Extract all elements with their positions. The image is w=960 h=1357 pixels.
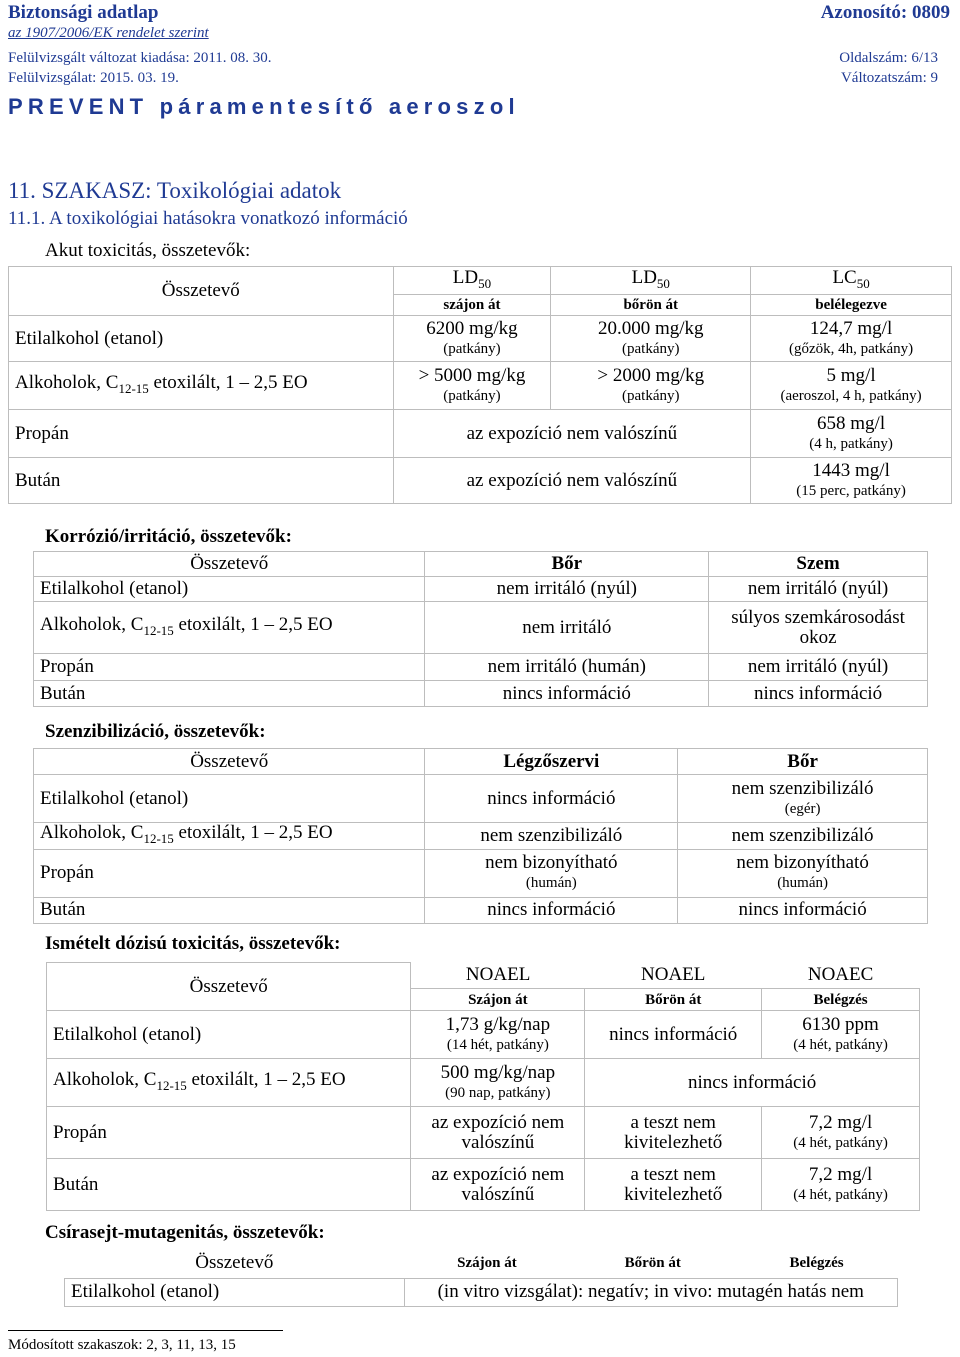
table-row: Alkoholok, $C_{12-15}$ etoxilált, 1 – 2,5 EO 500 mg/kg/nap (90 nap, patkány) nincs információ	[47, 1059, 920, 1107]
table-row: Propán nem irritáló (humán) nem irritáló (nyúl)	[34, 654, 928, 681]
corr-col-skin: Bőr	[425, 552, 709, 577]
acute-route-oral: szájon át	[393, 295, 551, 316]
mutagen-table	[64, 1249, 898, 1307]
table-row: Propán nem bizonyítható (humán) nem bizonyítható (humán)	[34, 849, 928, 897]
corrosion-label: Korrózió/irritáció, összetevők:	[45, 526, 292, 547]
sens-col-skin: Bőr	[678, 749, 928, 775]
corrosion-table	[33, 551, 928, 707]
table-row: Propán az expozíció nem valószínű a teszt nem kivitelezhető 7,2 mg/l (4 hét, patkány)	[47, 1107, 920, 1159]
rep-col-component: Összetevő	[47, 963, 411, 1011]
doc-title: Biztonsági adatlap	[8, 2, 159, 23]
corr-col-component: Összetevő	[34, 552, 425, 577]
sensitization-label: Szenzibilizáció, összetevők:	[45, 721, 266, 742]
mutagen-label: Csírasejt-mutagenitás, összetevők:	[45, 1222, 325, 1243]
repeated-dose-table: Összetevő NOAEL NOAEL NOAEC Szájon át Bőrön át Belégzés Etilalkohol (etanol) 1,73 g/kg/nap (14 hét, patkány) nincs információ 6130 ppm (4 hét, patkány) Alkoholok, $C_{12-15}$ etoxilált, 1 – 2,5 EO 500 mg/kg/nap (90 nap, patkány) nincs információ Propán az expozíció nem valószínű a teszt nem kivitelezhető 7,2 mg/l (4 hét, patkány) Bután az expozíció nem valószínű a teszt nem kivitelezhető 7,2 mg/l (4 hét, patkány)	[46, 962, 920, 1211]
mut-col-oral: Szájon át	[457, 1255, 517, 1272]
table-row: Alkoholok, $C_{12-15}$ etoxilált, 1 – 2,5 EO > 5000 mg/kg (patkány) > 2000 mg/kg (patkány) 5 mg/l (aeroszol, 4 h, patkány)	[9, 362, 952, 410]
corr-col-eye: Szem	[709, 552, 928, 577]
table-row: Bután az expozíció nem valószínű a teszt nem kivitelezhető 7,2 mg/l (4 hét, patkány)	[47, 1159, 920, 1211]
review-date: Felülvizsgálat: 2015. 03. 19.	[8, 70, 179, 86]
table-row: Bután az expozíció nem valószínű 1443 mg/l (15 perc, patkány)	[9, 458, 952, 504]
acute-label: Akut toxicitás, összetevők:	[45, 240, 251, 261]
doc-id: Azonosító: 0809	[820, 2, 950, 23]
component-name: Bután	[9, 458, 394, 504]
table-row: Etilalkohol (etanol) nincs információ nem szenzibilizáló (egér)	[34, 775, 928, 823]
table-row: Etilalkohol (etanol) 1,73 g/kg/nap (14 hét, patkány) nincs információ 6130 ppm (4 hét, patkány)	[47, 1011, 920, 1059]
table-row: Etilalkohol (etanol) nem irritáló (nyúl) nem irritáló (nyúl)	[34, 577, 928, 602]
subsection-heading: 11.1. A toxikológiai hatásokra vonatkozó információ	[8, 208, 408, 229]
mut-col-component: Összetevő	[195, 1252, 274, 1274]
acute-route-inh: belélegezve	[751, 295, 952, 316]
issue-date: Felülvizsgált változat kiadása: 2011. 08. 30.	[8, 50, 272, 66]
component-name: Propán	[9, 410, 394, 458]
section-heading: 11. SZAKASZ: Toxikológiai adatok	[8, 178, 342, 203]
regulation-link[interactable]: az 1907/2006/EK rendelet szerint	[8, 25, 209, 41]
table-row: Alkoholok, $C_{12-15}$ etoxilált, 1 – 2,5 EO nem szenzibilizáló nem szenzibilizáló	[34, 823, 928, 850]
table-row: Etilalkohol (etanol) 6200 mg/kg (patkány) 20.000 mg/kg (patkány) 124,7 mg/l (gőzök, 4h, patkány)	[9, 316, 952, 362]
acute-col-ld-dermal: $LD_{50}$	[551, 267, 751, 295]
version-number: Változatszám: 9	[840, 70, 938, 86]
table-row: Propán az expozíció nem valószínű 658 mg/l (4 h, patkány)	[9, 410, 952, 458]
footer-divider	[8, 1330, 283, 1331]
acute-route-dermal: bőrön át	[551, 295, 751, 316]
footer-modified-sections: Módosított szakaszok: 2, 3, 11, 13, 15	[8, 1337, 236, 1353]
mut-col-inh: Belégzés	[789, 1255, 844, 1272]
component-name: Etilalkohol (etanol)	[9, 316, 394, 362]
product-name: PREVENT páramentesítő aeroszol	[8, 94, 520, 119]
table-row: Alkoholok, $C_{12-15}$ etoxilált, 1 – 2,5 EO nem irritáló súlyos szemkárosodást okoz	[34, 602, 928, 654]
rep-col-noaec-inh: NOAEC	[807, 964, 874, 986]
rep-col-noael-dermal: NOAEL	[641, 964, 706, 986]
acute-toxicity-table	[8, 266, 952, 504]
acute-col-ld-oral: $LD_{50}$	[393, 267, 551, 295]
table-row: Bután nincs információ nincs információ	[34, 681, 928, 707]
sens-col-resp: Légzőszervi	[425, 749, 678, 775]
table-row: Etilalkohol (etanol) (in vitro vizsgálat): negatív; in vivo: mutagén hatás nem	[65, 1278, 898, 1306]
rep-col-noael-oral: NOAEL	[465, 964, 531, 986]
acute-col-component: Összetevő	[9, 267, 394, 316]
mut-col-dermal: Bőrön át	[624, 1255, 681, 1272]
sensitization-table	[33, 748, 928, 924]
sens-col-component: Összetevő	[34, 749, 425, 775]
repeated-label: Ismételt dózisú toxicitás, összetevők:	[45, 933, 341, 954]
component-name: Alkoholok, $C_{12-15}$ etoxilált, 1 – 2,5 EO	[9, 362, 394, 410]
page-number: Oldalszám: 6/13	[839, 50, 938, 66]
acute-col-lc-inh: $LC_{50}$	[751, 267, 952, 295]
table-row: Bután nincs információ nincs információ	[34, 897, 928, 923]
